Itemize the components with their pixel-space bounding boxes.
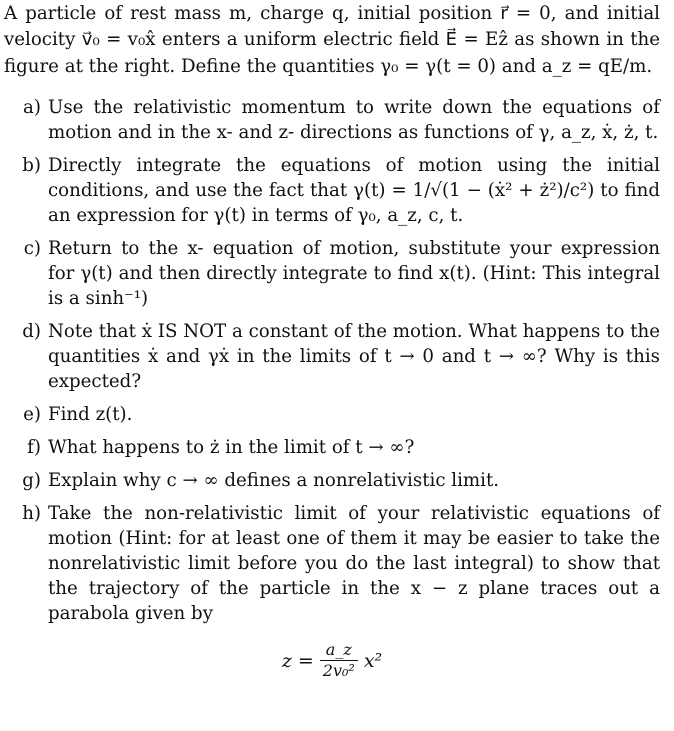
problem-e xyxy=(4,402,660,427)
problem-g xyxy=(4,468,660,493)
problem-letter: e) xyxy=(23,404,41,426)
problem-letter: b) xyxy=(22,155,41,177)
problem-text: Directly integrate the equations of motion using the initial conditions, and use the fact that γ(t) = 1/√(1 − (ẋ² + ż²)/c²) to find an expression for γ(t) in terms of γ₀, a_z, c, t. xyxy=(48,155,660,227)
problem-letter: c) xyxy=(23,238,41,260)
problem-text: Use the relativistic momentum to write down the equations of motion and in the x- and z- directions as functions of γ, a_z, ẋ, ż, t. xyxy=(48,97,660,144)
parabola-equation xyxy=(4,640,660,681)
equation-fraction xyxy=(320,640,358,681)
problem-letter: a) xyxy=(23,97,41,119)
intro-paragraph xyxy=(4,0,660,80)
problem-h xyxy=(4,501,660,626)
problem-letter: h) xyxy=(22,503,41,525)
equation-rhs: x² xyxy=(363,649,383,672)
problem-text: Note that ẋ IS NOT a constant of the motion. What happens to the quantities ẋ and γẋ in the limits of t → 0 and t → ∞? Why is this expected? xyxy=(48,321,660,393)
problem-list xyxy=(4,95,660,626)
intro-line-3: figure at the right. Define the quantities γ₀ = γ(t = 0) and a_z = qE/m. xyxy=(4,55,653,77)
intro-line-2: velocity v⃗₀ = v₀x̂ enters a uniform electric field E⃗ = Eẑ as shown in the xyxy=(4,29,660,51)
problem-text: Take the non-relativistic limit of your relativistic equations of motion (Hint: for at least one of them it may be easier to take the nonrelativistic limit before you do the last integral) to show that the trajectory of the particle in the x − z plane traces out a parabola given by xyxy=(48,503,660,625)
equation-lhs: z xyxy=(281,649,292,672)
problem-b xyxy=(4,153,660,228)
problem-c xyxy=(4,236,660,311)
problem-text: Return to the x- equation of motion, substitute your expression for γ(t) and then directly integrate to find x(t). (Hint: This integral is a sinh⁻¹) xyxy=(48,238,660,310)
problem-letter: f) xyxy=(27,437,41,459)
problem-text: Explain why c → ∞ defines a nonrelativistic limit. xyxy=(48,470,500,492)
equation-equals: = xyxy=(297,649,314,672)
problem-d xyxy=(4,319,660,394)
problem-f xyxy=(4,435,660,460)
equation-numerator: a_z xyxy=(325,640,352,660)
problem-letter: g) xyxy=(22,470,41,492)
problem-text: What happens to ż in the limit of t → ∞? xyxy=(48,437,415,459)
problem-a xyxy=(4,95,660,145)
intro-line-1: A particle of rest mass m, charge q, initial position r⃗ = 0, and initial xyxy=(4,3,660,24)
problem-text: Find z(t). xyxy=(48,404,133,426)
problem-letter: d) xyxy=(22,321,41,343)
equation-denominator: 2v₀² xyxy=(322,661,355,681)
